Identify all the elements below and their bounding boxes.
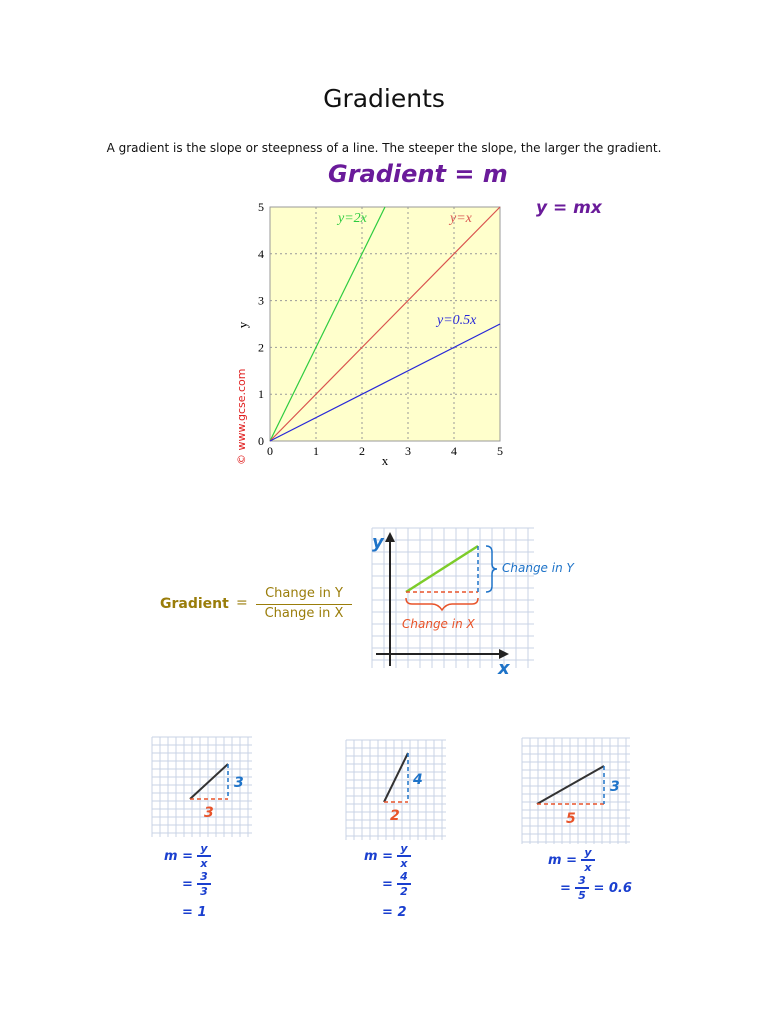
gradient-line-chart	[225, 195, 525, 475]
formula-denominator: Change in X	[264, 606, 344, 621]
example-2-eq-c: =	[382, 904, 393, 920]
fraction-bar	[256, 604, 352, 605]
example-3-line-2	[548, 874, 632, 902]
watermark-text: © www.gcse.com	[235, 368, 248, 465]
x-tick-label-3: 3	[405, 444, 411, 458]
example-1-eq-c: =	[182, 904, 193, 920]
example-1-eq-a: =	[182, 848, 193, 864]
example-1-eq-b: =	[182, 876, 193, 892]
example-2-fraction-yx	[397, 843, 411, 869]
example-3-rise-label: 3	[610, 779, 620, 795]
example-1-rise-label: 3	[234, 775, 244, 791]
diagram-axis-x-label: x	[498, 658, 510, 679]
example-grid-3	[522, 738, 630, 844]
example-3-val-num: 3	[578, 874, 586, 887]
example-3-m: m	[548, 852, 562, 868]
x-tick-label-2: 2	[359, 444, 365, 458]
y-tick-label-5: 5	[258, 200, 264, 214]
example-1-fraction-yx	[197, 843, 211, 869]
example-1-m: m	[164, 848, 178, 864]
example-2-line-1	[364, 842, 411, 870]
example-2-eq-b: =	[382, 876, 393, 892]
diagram-grid	[372, 528, 534, 668]
intro-text: A gradient is the slope or steepness of a line. The steeper the slope, the larger the gradient.	[106, 141, 662, 155]
x-tick-label-0: 0	[267, 444, 273, 458]
y-axis-arrow	[385, 532, 395, 542]
series-label-y-2x: y=2x	[338, 211, 367, 226]
example-2-fraction-values	[397, 871, 411, 897]
example-3-val-den: 5	[578, 889, 586, 902]
series-label-y-x: y=x	[450, 211, 472, 226]
example-3-run-label: 5	[566, 811, 576, 827]
example-1-line-1	[164, 842, 211, 870]
x-axis-label: x	[381, 453, 389, 468]
y-tick-label-2: 2	[258, 340, 264, 355]
example-grid-1	[152, 737, 252, 837]
example-1-val-num: 3	[200, 870, 208, 883]
example-1-fraction-values	[197, 871, 211, 897]
y-tick-label-3: 3	[258, 293, 264, 308]
example-1-result: 1	[197, 904, 207, 920]
example-2-m: m	[364, 848, 378, 864]
diagram-axis-y-label: y	[372, 532, 384, 553]
example-2-line-3	[364, 898, 411, 926]
example-2-val-den: 2	[400, 885, 408, 898]
example-1-line-2	[164, 870, 211, 898]
example-2-line-2	[364, 870, 411, 898]
change-in-x-label: Change in X	[402, 617, 475, 631]
example-3-eq-b: =	[560, 880, 571, 896]
y-tick-label-4: 4	[258, 246, 264, 261]
change-diagram	[372, 528, 574, 679]
example-2-val-num: 4	[400, 870, 408, 883]
y-tick-label-1: 1	[258, 387, 264, 402]
example-3-eq-c: =	[593, 880, 605, 896]
handwritten-gradient-note: Gradient = m	[328, 160, 508, 188]
example-2-rise-label: 4	[413, 772, 423, 788]
example-3-frac-num: y	[584, 846, 592, 859]
example-3-result: 0.6	[608, 880, 632, 896]
x-tick-label-4: 4	[451, 444, 457, 458]
change-in-y-label: Change in Y	[502, 561, 574, 575]
example-3-line-1	[548, 846, 632, 874]
gradient-formula-figure	[150, 520, 574, 680]
example-2-working	[364, 842, 411, 926]
example-grid-2	[346, 740, 446, 840]
example-1-line-3	[164, 898, 211, 926]
example-3-frac-den: x	[584, 861, 592, 874]
example-1-frac-num: y	[200, 842, 208, 855]
example-2-slope	[384, 753, 408, 802]
example-3-eq-a: =	[566, 852, 577, 868]
example-1-val-den: 3	[200, 885, 208, 898]
example-2-result: 2	[397, 904, 407, 920]
slope-line	[406, 546, 478, 592]
example-1-working	[164, 842, 211, 926]
page-title: Gradients	[323, 84, 445, 113]
x-tick-label-5: 5	[497, 444, 503, 458]
y-tick-label-0: 0	[258, 434, 264, 448]
formula-equals: =	[236, 595, 248, 611]
example-3-fraction-yx	[581, 847, 595, 873]
handwritten-equation-note: y = mx	[536, 198, 602, 218]
example-1-run-label: 3	[204, 805, 214, 821]
example-2-frac-num: y	[400, 842, 408, 855]
formula-numerator: Change in Y	[265, 586, 343, 601]
x-tick-label-1: 1	[313, 444, 319, 458]
example-3-fraction-values	[575, 875, 589, 901]
example-1-frac-den: x	[200, 857, 208, 870]
example-2-frac-den: x	[400, 857, 408, 870]
example-3-working	[548, 846, 632, 902]
series-label-y-0-5x: y=0.5x	[437, 313, 477, 328]
gradient-formula-label: Gradient	[160, 596, 229, 612]
example-2-eq-a: =	[382, 848, 393, 864]
example-grid-2-lines	[346, 740, 446, 840]
example-2-run-label: 2	[390, 808, 400, 824]
y-axis-label: y	[235, 321, 250, 329]
